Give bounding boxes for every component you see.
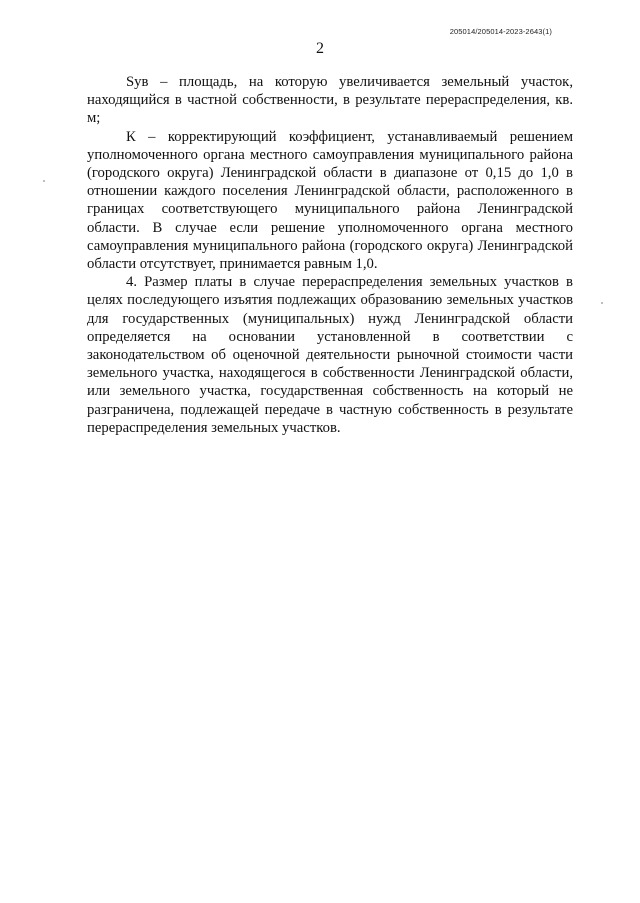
scan-speck (601, 302, 603, 304)
document-body (87, 73, 573, 437)
document-id: 205014/205014-2023-2643(1) (449, 27, 552, 36)
paragraph-definition-k: К – корректирующий коэффициент, устанавливаемый решением уполномоченного органа местного самоуправления муниципального района (городского округа) Ленинградской области в диапазоне от 0,15 до 1,0 в отношении каждого поселения Ленинградской области, расположенного в границах соответствующего муниципального района Ленинградской области. В случае если решение уполномоченного органа местного самоуправления муниципального района (городского округа) Ленинградской области отсутствует, принимается равным 1,0. (87, 128, 573, 273)
page-number: 2 (316, 40, 324, 57)
paragraph-item-4: 4. Размер платы в случае перераспределения земельных участков в целях последующего изъятия подлежащих образованию земельных участков для государственных (муниципальных) нужд Ленинградской области определяется на основании установленной в соответствии с законодательством об оценочной деятельности рыночной стоимости части земельного участка, находящегося в собственности Ленинградской области, или земельного участка, государственная собственность на который не разграничена, подлежащей передаче в частную собственность в результате перераспределения земельных участков. (87, 274, 573, 436)
paragraph-definition-sув: Sув – площадь, на которую увеличивается земельный участок, находящийся в частной собственности, в результате перераспределения, кв. м; (87, 74, 573, 127)
scan-speck (43, 180, 45, 182)
